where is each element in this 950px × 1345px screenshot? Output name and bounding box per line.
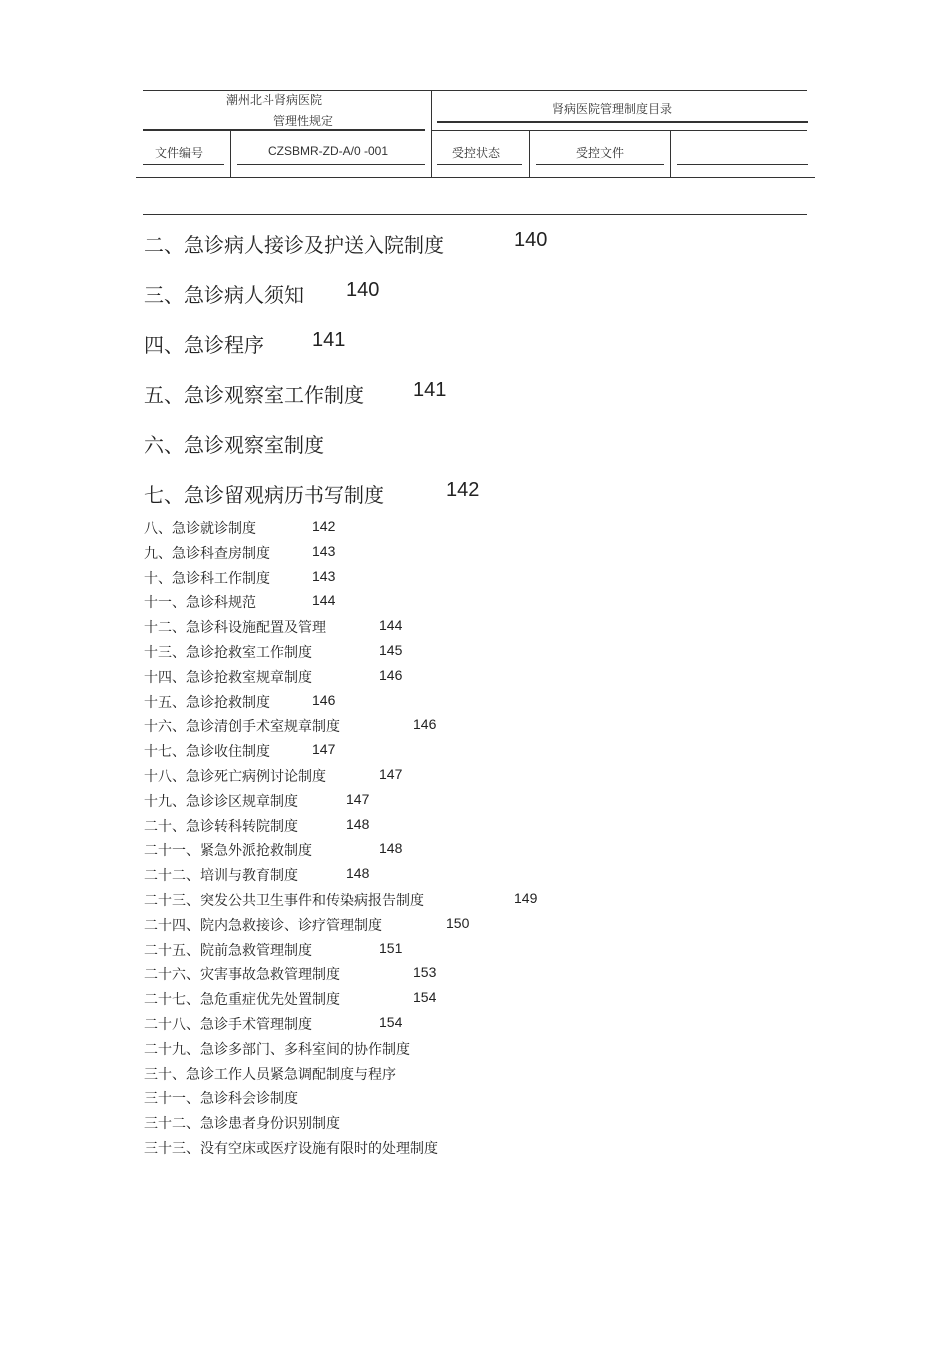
toc-entry-title: 三十、急诊工作人员紧急调配制度与程序 — [144, 1066, 396, 1083]
toc-entry-page: 144 — [379, 617, 403, 634]
toc-entry-page: 147 — [346, 790, 370, 807]
toc-entry-page: 148 — [346, 815, 370, 832]
hospital-name: 潮州北斗肾病医院 — [226, 93, 323, 107]
toc-entry-page: 151 — [379, 939, 403, 956]
toc-entry-title: 十三、急诊抢救室工作制度 — [144, 644, 312, 661]
header-bottom-rule — [136, 177, 815, 178]
toc-entry-page: 145 — [379, 641, 403, 658]
toc-entry-title: 十四、急诊抢救室规章制度 — [144, 669, 312, 686]
toc-entry-title: 十一、急诊科规范 — [144, 595, 256, 612]
toc-entry-page: 141 — [312, 329, 346, 351]
header-title-underline — [437, 121, 808, 123]
toc-entry-page: 148 — [346, 865, 370, 882]
header-vertical-divider-3 — [529, 130, 530, 178]
toc-entry-title: 七、急诊留观病历书写制度 — [144, 483, 384, 507]
toc-entry-title: 十二、急诊科设施配置及管理 — [144, 620, 326, 637]
toc-entry-title: 六、急诊观察室制度 — [144, 433, 324, 457]
toc-entry-title: 三十三、没有空床或医疗设施有限时的处理制度 — [144, 1140, 438, 1157]
toc-entry-page: 149 — [514, 889, 538, 906]
toc-entry-page: 148 — [379, 840, 403, 857]
toc-entry-page: 150 — [446, 914, 470, 931]
toc-entry-title: 二十七、急危重症优先处置制度 — [144, 992, 340, 1009]
toc-entry-title: 二十八、急诊手术管理制度 — [144, 1016, 312, 1033]
file-number-label: 文件编号 — [155, 146, 204, 160]
content-top-rule — [143, 214, 807, 215]
toc-entry-title: 二十四、院内急救接诊、诊疗管理制度 — [144, 917, 382, 934]
toc-entry-title: 九、急诊科查房制度 — [144, 545, 270, 562]
toc-entry-page: 153 — [413, 964, 437, 981]
header-vertical-divider-4 — [670, 130, 671, 178]
toc-entry-page: 142 — [446, 479, 480, 501]
toc-entry-page: 147 — [379, 765, 403, 782]
header-row-divider — [431, 130, 807, 131]
document-category: 管理性规定 — [273, 114, 334, 128]
toc-entry-title: 三、急诊病人须知 — [144, 283, 304, 307]
control-status-value: 受控文件 — [576, 146, 625, 160]
toc-entry-title: 五、急诊观察室工作制度 — [144, 383, 364, 407]
toc-entry-title: 十八、急诊死亡病例讨论制度 — [144, 768, 326, 785]
toc-entry-page: 154 — [379, 1013, 403, 1030]
toc-entry-title: 二、急诊病人接诊及护送入院制度 — [144, 233, 444, 257]
toc-entry-page: 140 — [346, 279, 380, 301]
cell-underline-4 — [536, 164, 664, 165]
toc-entry-title: 十、急诊科工作制度 — [144, 570, 270, 587]
toc-entry-title: 三十一、急诊科会诊制度 — [144, 1091, 298, 1108]
toc-entry-title: 八、急诊就诊制度 — [144, 521, 256, 537]
toc-entry-title: 十七、急诊收住制度 — [144, 744, 270, 761]
header-left-underline — [143, 129, 425, 131]
toc-entry-page: 143 — [312, 567, 336, 584]
toc-entry-page: 146 — [379, 666, 403, 683]
toc-entry-title: 二十九、急诊多部门、多科室间的协作制度 — [144, 1041, 410, 1058]
cell-underline-5 — [677, 164, 808, 165]
cell-underline-2 — [237, 164, 425, 165]
toc-entry-title: 二十三、突发公共卫生事件和传染病报告制度 — [144, 892, 424, 909]
toc-entry-title: 四、急诊程序 — [144, 333, 264, 357]
document-title: 肾病医院管理制度目录 — [552, 102, 673, 116]
toc-entry-title: 二十六、灾害事故急救管理制度 — [144, 967, 340, 984]
toc-entry-page: 147 — [312, 741, 336, 758]
toc-entry-page: 143 — [312, 542, 336, 559]
cell-underline-1 — [143, 164, 224, 165]
file-number-value: CZSBMR-ZD-A/0 -001 — [268, 144, 389, 158]
toc-entry-page: 146 — [312, 691, 336, 708]
toc-entry-title: 二十五、院前急救管理制度 — [144, 942, 312, 959]
toc-entry-page: 146 — [413, 716, 437, 733]
header-vertical-divider-2 — [230, 130, 231, 178]
control-status-label: 受控状态 — [452, 146, 501, 160]
toc-entry-page: 142 — [312, 518, 336, 534]
toc-entry-title: 十六、急诊清创手术室规章制度 — [144, 719, 340, 736]
toc-entry-page: 140 — [514, 229, 548, 251]
toc-entry-page: 154 — [413, 989, 437, 1006]
toc-entry-page: 144 — [312, 592, 336, 609]
toc-entry-title: 十九、急诊诊区规章制度 — [144, 793, 298, 810]
cell-underline-3 — [437, 164, 522, 165]
toc-entry-title: 二十一、紧急外派抢救制度 — [144, 843, 312, 860]
toc-entry-title: 二十二、培训与教育制度 — [144, 868, 298, 885]
toc-entry-title: 二十、急诊转科转院制度 — [144, 818, 298, 835]
header-vertical-divider-1 — [431, 91, 432, 178]
toc-entry-page: 141 — [413, 379, 447, 401]
toc-entry-title: 三十二、急诊患者身份识别制度 — [144, 1116, 340, 1133]
toc-entry-title: 十五、急诊抢救制度 — [144, 694, 270, 711]
